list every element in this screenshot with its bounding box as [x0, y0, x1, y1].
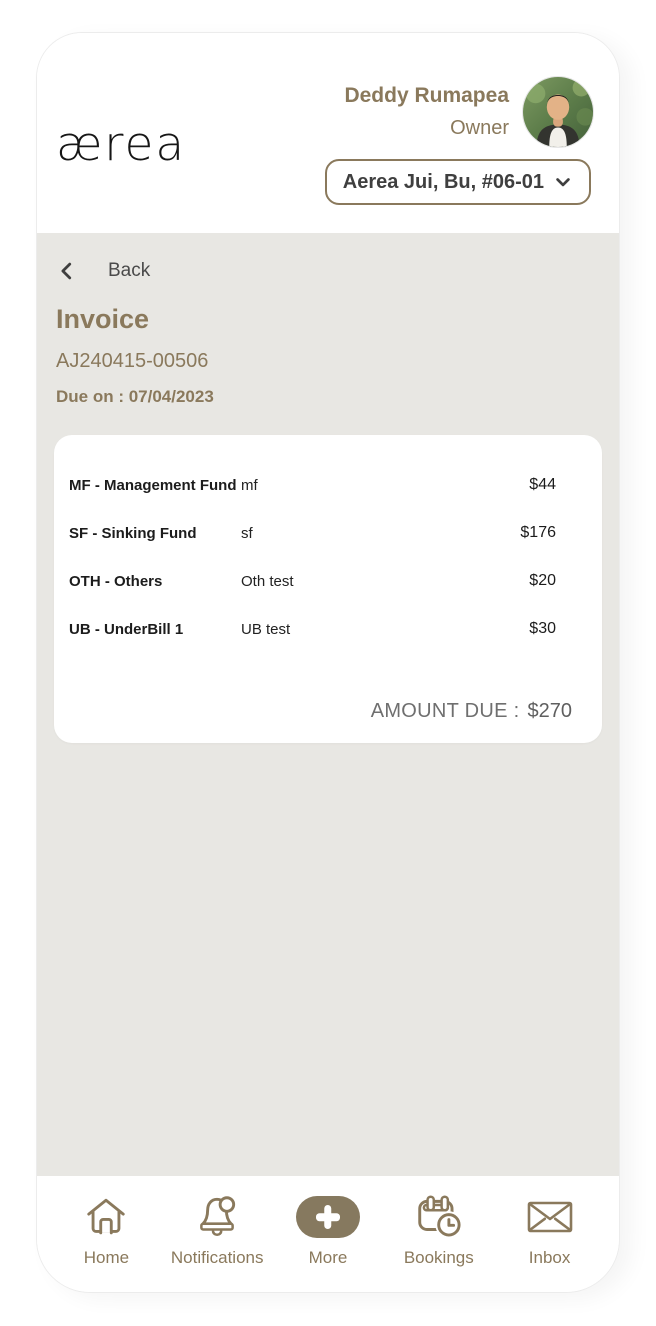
nav-item-notifications[interactable] — [162, 1191, 273, 1292]
nav-label-bookings: Bookings — [403, 1248, 474, 1267]
invoice-line-item — [54, 557, 602, 605]
invoice-due-date: Due on : 07/04/2023 — [56, 387, 214, 407]
calendar-clock-icon — [414, 1192, 464, 1242]
nav-item-more[interactable] — [273, 1191, 384, 1292]
item-amount: $176 — [520, 524, 556, 542]
invoice-number: AJ240415-00506 — [56, 350, 209, 373]
amount-due-label: AMOUNT DUE : — [370, 700, 520, 723]
user-role: Owner — [450, 117, 509, 140]
invoice-line-item — [54, 509, 602, 557]
back-label: Back — [108, 260, 151, 281]
invoice-line-item — [54, 461, 602, 509]
nav-label-notifications: Notifications — [170, 1248, 264, 1267]
chevron-down-icon — [553, 172, 573, 192]
bell-icon — [192, 1192, 242, 1242]
nav-item-inbox[interactable] — [494, 1191, 605, 1292]
item-code: MF - Management Fund — [69, 476, 237, 494]
bottom-navigation — [37, 1176, 619, 1292]
chevron-left-icon — [56, 260, 78, 282]
nav-label-inbox: Inbox — [528, 1248, 571, 1267]
nav-label-more: More — [308, 1248, 348, 1267]
app-header — [37, 33, 619, 233]
item-description: mf — [241, 476, 258, 494]
aerea-logo: ærea — [56, 117, 187, 172]
nav-label-home: Home — [83, 1248, 130, 1267]
back-button[interactable] — [56, 256, 176, 286]
item-code: UB - UnderBill 1 — [69, 620, 184, 638]
invoice-card — [54, 435, 602, 743]
user-photo-icon — [523, 77, 593, 147]
page-title: Invoice — [56, 304, 150, 334]
invoice-line-item — [54, 605, 602, 653]
item-code: SF - Sinking Fund — [69, 524, 197, 542]
unit-selector-dropdown[interactable] — [325, 159, 591, 205]
invoice-page — [37, 233, 619, 1176]
home-icon — [83, 1194, 129, 1240]
avatar[interactable] — [522, 76, 594, 148]
item-amount: $30 — [529, 620, 556, 638]
plus-icon — [296, 1196, 360, 1238]
unit-selector-label: Aerea Jui, Bu, #06-01 — [342, 170, 544, 193]
item-amount: $20 — [529, 572, 556, 590]
nav-item-bookings[interactable] — [383, 1191, 494, 1292]
item-code: OTH - Others — [69, 572, 163, 590]
item-description: sf — [241, 524, 253, 542]
amount-due — [371, 700, 602, 723]
envelope-icon — [524, 1194, 576, 1240]
amount-due-value: $270 — [527, 700, 572, 723]
profile-info — [344, 83, 509, 140]
item-description: Oth test — [241, 572, 294, 590]
user-name: Deddy Rumapea — [344, 84, 509, 107]
item-description: UB test — [241, 620, 291, 638]
nav-item-home[interactable] — [51, 1191, 162, 1292]
item-amount: $44 — [529, 476, 556, 494]
phone-frame — [36, 32, 620, 1293]
